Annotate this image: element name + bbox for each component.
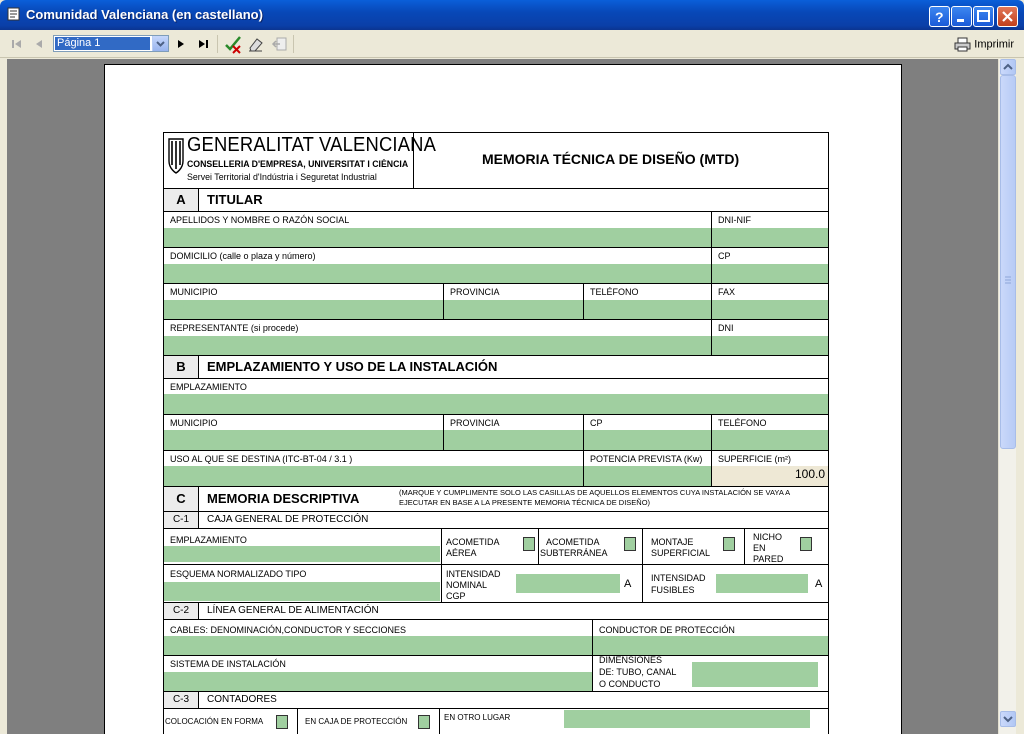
- document-page: [104, 64, 902, 734]
- label-acometida-aerea-1: ACOMETIDA: [446, 537, 500, 547]
- field-name[interactable]: [164, 228, 711, 247]
- field-b-municipio[interactable]: [164, 430, 443, 450]
- c2-title: LÍNEA GENERAL DE ALIMENTACIÓN: [207, 605, 379, 616]
- section-a-letter: A: [164, 189, 198, 211]
- help-button[interactable]: [929, 6, 950, 27]
- cell-line: [198, 356, 199, 379]
- row-line: [163, 378, 829, 379]
- col-line: [439, 708, 440, 734]
- col-line: [642, 564, 643, 602]
- section-c-note-2: EJECUTAR EN BASE A LA PRESENTE MEMORIA TÉCNICA DE DISEÑO): [399, 498, 651, 507]
- field-c1-emplazamiento[interactable]: [164, 546, 440, 562]
- scroll-down-button[interactable]: [1000, 711, 1016, 727]
- row-line: [163, 528, 829, 529]
- section-c-title: MEMORIA DESCRIPTIVA: [207, 491, 360, 506]
- check-nicho-pared[interactable]: [800, 537, 812, 551]
- col-line: [441, 528, 442, 602]
- row-line: [163, 247, 829, 248]
- label-int-fusibles-1: INTENSIDAD: [651, 573, 706, 583]
- label-cp: CP: [718, 251, 731, 261]
- col-line: [642, 528, 643, 564]
- document-viewport[interactable]: [7, 59, 998, 734]
- row-line: [163, 211, 829, 212]
- field-b-provincia[interactable]: [444, 430, 583, 450]
- label-dim-3: O CONDUCTO: [599, 679, 661, 689]
- label-conductor: CONDUCTOR DE PROTECCIÓN: [599, 625, 735, 635]
- minimize-icon: [952, 7, 971, 26]
- col-line: [711, 319, 712, 355]
- row-line: [163, 602, 829, 603]
- label-b-municipio: MUNICIPIO: [170, 418, 218, 428]
- label-colocacion: COLOCACIÓN EN FORMA: [165, 717, 264, 726]
- row-line: [163, 511, 829, 512]
- label-c1-emplazamiento: EMPLAZAMIENTO: [170, 535, 247, 545]
- toolbar-divider-2: [293, 35, 294, 53]
- field-provincia[interactable]: [444, 300, 583, 319]
- label-potencia: POTENCIA PREVISTA (Kw): [590, 454, 703, 464]
- field-potencia[interactable]: [584, 466, 711, 486]
- field-b-cp[interactable]: [584, 430, 711, 450]
- field-uso[interactable]: [164, 466, 583, 486]
- field-esquema[interactable]: [164, 582, 440, 601]
- label-superficie: SUPERFICIE (m²): [718, 454, 791, 464]
- check-montaje-superficial[interactable]: [723, 537, 735, 551]
- label-representante: REPRESENTANTE (si procede): [170, 323, 299, 333]
- previous-page-icon[interactable]: [32, 37, 46, 51]
- field-representante[interactable]: [164, 336, 711, 355]
- vertical-scrollbar[interactable]: [998, 59, 1016, 734]
- scroll-up-button[interactable]: [1000, 59, 1016, 75]
- unit-a-nominal: A: [624, 578, 632, 590]
- row-line: [163, 486, 829, 487]
- c1-title: CAJA GENERAL DE PROTECCIÓN: [207, 514, 369, 525]
- field-fax[interactable]: [712, 300, 828, 319]
- label-b-emplazamiento: EMPLAZAMIENTO: [170, 382, 247, 392]
- field-dni[interactable]: [712, 336, 828, 355]
- validate-icon[interactable]: [223, 34, 243, 54]
- label-int-nominal-3: CGP: [446, 591, 466, 601]
- check-colocacion[interactable]: [276, 715, 288, 729]
- generalitat-logo-icon: [167, 137, 185, 177]
- col-line: [538, 528, 539, 564]
- label-dim-2: DE: TUBO, CANAL: [599, 667, 677, 677]
- label-en-caja: EN CAJA DE PROTECCIÓN: [305, 717, 408, 726]
- label-name: APELLIDOS Y NOMBRE O RAZÓN SOCIAL: [170, 215, 350, 225]
- label-nicho-3: PARED: [753, 554, 784, 564]
- cell-line: [198, 487, 199, 512]
- label-domicilio: DOMICILIO (calle o plaza y número): [170, 251, 316, 261]
- last-page-icon[interactable]: [196, 37, 210, 51]
- label-dni: DNI: [718, 323, 734, 333]
- section-b-letter: B: [164, 356, 198, 378]
- title-bar: [0, 0, 1024, 30]
- print-button[interactable]: [954, 37, 1014, 52]
- field-superficie[interactable]: 100.0: [712, 466, 828, 486]
- maximize-icon: [974, 7, 993, 26]
- section-b-title: EMPLAZAMIENTO Y USO DE LA INSTALACIÓN: [207, 359, 498, 374]
- field-dni-nif[interactable]: [712, 228, 828, 247]
- toolbar-divider: [217, 35, 218, 53]
- cell-line: [198, 189, 199, 212]
- grip-icon: [1001, 76, 1015, 450]
- label-sistema: SISTEMA DE INSTALACIÓN: [170, 659, 286, 669]
- field-conductor[interactable]: [593, 636, 828, 655]
- label-acometida-sub-2: SUBTERRÁNEA: [540, 548, 608, 558]
- org-conselleria: CONSELLERIA D'EMPRESA, UNIVERSITAT I CIÈNCIA: [187, 159, 409, 169]
- row-line: [163, 283, 829, 284]
- field-cables[interactable]: [164, 636, 592, 655]
- row-line: [163, 319, 829, 320]
- export-icon[interactable]: [271, 35, 289, 53]
- page-select[interactable]: [53, 35, 169, 52]
- label-int-fusibles-2: FUSIBLES: [651, 585, 695, 595]
- field-domicilio[interactable]: [164, 264, 711, 283]
- row-line: [163, 355, 829, 356]
- row-line: [163, 655, 829, 656]
- org-servei: Servei Territorial d'Indústria i Seguretat Industrial: [187, 172, 377, 182]
- check-acometida-aerea[interactable]: [523, 537, 535, 551]
- cell-line: [198, 512, 199, 528]
- app-icon: [6, 6, 22, 22]
- label-nicho-1: NICHO: [753, 532, 782, 542]
- col-line: [443, 414, 444, 450]
- close-icon: [998, 7, 1017, 26]
- row-line: [163, 619, 829, 620]
- field-sistema[interactable]: [164, 672, 592, 691]
- label-dim-1: DIMENSIONES: [599, 655, 663, 665]
- label-b-telefono: TELÉFONO: [718, 418, 767, 428]
- cell-line: [198, 692, 199, 708]
- field-cp[interactable]: [712, 264, 828, 283]
- chevron-down-icon: [153, 36, 168, 51]
- eraser-icon[interactable]: [247, 35, 265, 53]
- col-line: [744, 528, 745, 564]
- section-a-title: TITULAR: [207, 192, 263, 207]
- minimize-button[interactable]: [951, 6, 972, 27]
- page-select-arrow[interactable]: [152, 36, 168, 51]
- label-montaje-1: MONTAJE: [651, 537, 694, 547]
- label-int-nominal-1: INTENSIDAD: [446, 569, 501, 579]
- label-esquema: ESQUEMA NORMALIZADO TIPO: [170, 569, 307, 579]
- label-fax: FAX: [718, 287, 736, 297]
- field-municipio[interactable]: [164, 300, 443, 319]
- c2-code: C-2: [164, 603, 198, 619]
- field-int-fusibles[interactable]: [716, 574, 808, 593]
- label-acometida-aerea-2: AÉREA: [446, 548, 477, 558]
- row-line: [163, 708, 829, 709]
- label-uso: USO AL QUE SE DESTINA (ITC-BT-04 / 3.1 ): [170, 454, 353, 464]
- next-page-icon[interactable]: [174, 37, 188, 51]
- org-name: GENERALITAT VALENCIANA: [187, 134, 437, 156]
- field-telefono[interactable]: [584, 300, 711, 319]
- col-line: [583, 283, 584, 319]
- section-c-letter: C: [164, 487, 198, 511]
- label-telefono: TELÉFONO: [590, 287, 639, 297]
- maximize-button[interactable]: [973, 6, 994, 27]
- help-icon: [930, 7, 949, 26]
- doc-title: MEMORIA TÉCNICA DE DISEÑO (MTD): [482, 151, 740, 167]
- row-line: [163, 188, 829, 189]
- row-line: [163, 414, 829, 415]
- label-b-cp: CP: [590, 418, 603, 428]
- label-dni-nif: DNI-NIF: [718, 215, 751, 225]
- cell-line: [198, 603, 199, 619]
- svg-text:?: ?: [935, 9, 944, 25]
- mtd-form: [163, 132, 829, 734]
- page-select-value: Página 1: [55, 37, 150, 50]
- row-line: [163, 691, 829, 692]
- label-acometida-sub-1: ACOMETIDA: [546, 537, 600, 547]
- unit-a-fusibles: A: [815, 578, 823, 590]
- scroll-thumb[interactable]: [1000, 75, 1016, 449]
- check-acometida-subterranea[interactable]: [624, 537, 636, 551]
- col-line: [297, 708, 298, 734]
- row-line: [163, 564, 829, 565]
- window-title: Comunidad Valenciana (en castellano): [26, 7, 263, 22]
- c1-code: C-1: [164, 512, 198, 528]
- label-provincia: PROVINCIA: [450, 287, 500, 297]
- col-line: [443, 283, 444, 319]
- print-label: Imprimir: [974, 38, 1014, 51]
- printer-icon: [954, 37, 971, 52]
- label-montaje-2: SUPERFICIAL: [651, 548, 711, 558]
- first-page-icon[interactable]: [10, 37, 24, 51]
- field-int-nominal[interactable]: [516, 574, 620, 593]
- close-button[interactable]: [997, 6, 1018, 27]
- label-municipio: MUNICIPIO: [170, 287, 218, 297]
- label-int-nominal-2: NOMINAL: [446, 580, 488, 590]
- c3-title: CONTADORES: [207, 694, 277, 705]
- label-nicho-2: EN: [753, 543, 766, 553]
- check-en-caja[interactable]: [418, 715, 430, 729]
- chevron-up-icon: [1001, 60, 1015, 74]
- field-otro-lugar[interactable]: [564, 710, 810, 728]
- c3-code: C-3: [164, 692, 198, 708]
- section-c-note-1: (MARQUE Y CUMPLIMENTE SOLO LAS CASILLAS DE AQUELLOS ELEMENTOS CUYA INSTALACIÓN SE VAYA A: [399, 488, 791, 497]
- row-line: [163, 450, 829, 451]
- chevron-down-icon: [1001, 712, 1015, 726]
- label-b-provincia: PROVINCIA: [450, 418, 500, 428]
- label-otro-lugar: EN OTRO LUGAR: [444, 713, 511, 722]
- field-b-emplazamiento[interactable]: [164, 394, 828, 414]
- field-b-telefono[interactable]: [712, 430, 828, 450]
- label-cables: CABLES: DENOMINACIÓN,CONDUCTOR Y SECCIONES: [170, 625, 407, 635]
- field-dimensiones[interactable]: [692, 662, 818, 687]
